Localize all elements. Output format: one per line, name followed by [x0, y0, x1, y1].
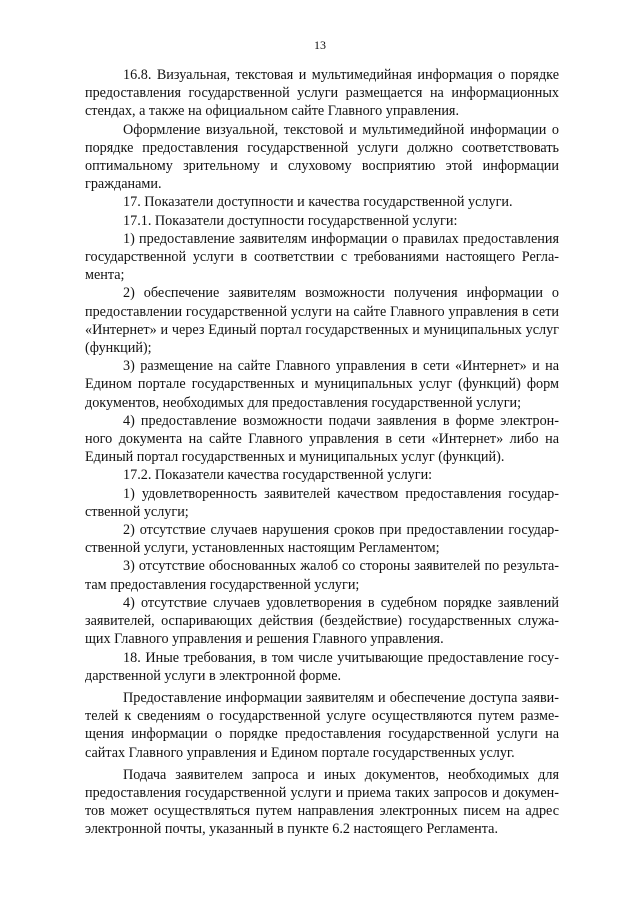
paragraph-16-8: 16.8. Визуальная, текстовая и мультимедийная информация о порядке предоставления государственной услуги размещается на информационных стендах, а также на официальном сайте Главного управления. — [85, 67, 559, 120]
paragraph-info-access: Предоставление информации заявителям и обеспечение доступа заявителей к сведениям о государственной услуге осуществляются путем размещения информации о порядке предоставления государственной услуги на сайтах Главного управления и Едином портале государственных услуг. — [85, 689, 559, 761]
paragraph-17-1: 17.1. Показатели доступности государственной услуги: — [123, 212, 458, 229]
document-body — [85, 66, 559, 839]
list-item-17-1-1: 1) предоставление заявителям информации о правилах предоставления государственной услуги в соответствии с требованиями настоящего Регламента; — [85, 230, 559, 284]
paragraph-design-info: Оформление визуальной, текстовой и мультимедийной информации о порядке предоставления государственной услуги должно соответствовать оптимальному зрительному и слуховому восприятию этой информации гражданами. — [85, 121, 559, 193]
list-item-17-2-4: 4) отсутствие случаев удовлетворения в судебном порядке заявлений заявителей, оспаривающих действия (бездействие) государственных служащих Главного управления и решения Главного управления. — [85, 594, 559, 648]
list-item-17-2-3: 3) отсутствие обоснованных жалоб со стороны заявителей по результатам предоставления государственной услуги; — [85, 558, 559, 593]
list-item-17-2-2: 2) отсутствие случаев нарушения сроков при предоставлении государственной услуги, установленных настоящим Регламентом; — [85, 522, 559, 557]
list-item-17-1-2: 2) обеспечение заявителям возможности получения информации о предоставлении государственной услуги на сайте Главного управления в сети «Интернет» и через Единый портал государственных и муниципальных услуг (функций); — [85, 285, 559, 357]
paragraph-electronic-submission: Подача заявителем запроса и иных документов, необходимых для предоставления государственной услуги и приема таких запросов и документов может осуществляться путем направления электронных писем на адрес электронной почты, указанный в пункте 6.2 настоящего Регламента. — [85, 766, 559, 838]
section-17-heading: 17. Показатели доступности и качества государственной услуги. — [123, 194, 513, 211]
page-number: 13 — [314, 38, 326, 52]
list-item-17-2-1: 1) удовлетворенность заявителей качеством предоставления государственной услуги; — [85, 485, 559, 520]
list-item-17-1-4: 4) предоставление возможности подачи заявления в форме электронного документа на сайте Главного управления в сети «Интернет» либо на Единый портал государственных и муниципальных услуг (функций). — [85, 412, 559, 466]
paragraph-17-2: 17.2. Показатели качества государственной услуги: — [123, 467, 433, 484]
list-item-17-1-3: 3) размещение на сайте Главного управления в сети «Интернет» и на Едином портале государственных и муниципальных услуг (функций) форм документов, необходимых для предоставления государственной услуги; — [85, 358, 559, 411]
section-18-heading: 18. Иные требования, в том числе учитывающие предоставление государственной услуги в электронной форме. — [85, 649, 559, 684]
